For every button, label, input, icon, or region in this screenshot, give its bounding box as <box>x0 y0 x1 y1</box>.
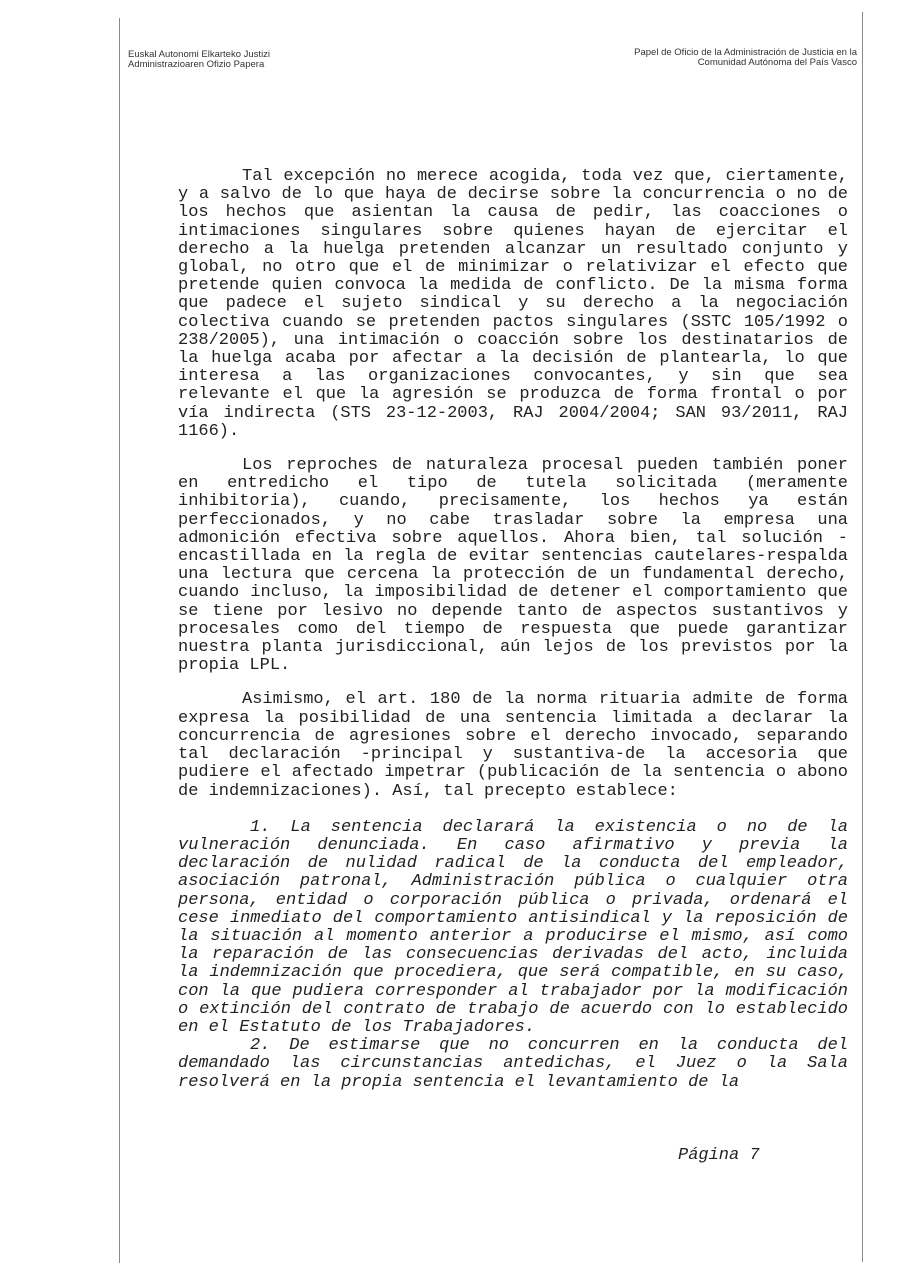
paragraph: Asimismo, el art. 180 de la norma rituaria admite de forma expresa la posibilidad de una sentencia limitada a declarar la concurrencia de agresiones sobre el derecho invocado, separando tal declaración -principal y sustantiva-de la accesoria que pudiere el afectado impetrar (publicación de la sentencia o abono de indemnizaciones). Así, tal precepto establece: <box>178 690 848 801</box>
quoted-paragraph: 2. De estimarse que no concurren en la conducta del demandado las circunstancias antedichas, el Juez o la Sala resolverá en la propia sentencia el levantamiento de la <box>178 1036 848 1092</box>
document-body <box>178 168 848 1092</box>
header-right <box>634 48 857 68</box>
paragraph: Tal excepción no merece acogida, toda vez que, ciertamente, y a salvo de lo que haya de decirse sobre la concurrencia o no de los hechos que asientan la causa de pedir, las coacciones o intimaciones singulares sobre quienes hayan de ejercitar el derecho a la huelga pretenden alcanzar un resultado conjunto y global, no otro que el de minimizar o relativizar el efecto que pretende quien convoca la medida de conflicto. De la misma forma que padece el sujeto sindical y su derecho a la negociación colectiva cuando se pretenden pactos singulares (SSTC 105/1992 o 238/2005), una intimación o coacción sobre los destinatarios de la huelga acaba por afectar a la decisión de plantearla, lo que interesa a las organizaciones convocantes, y sin que sea relevante el que la agresión se produzca de forma frontal o por vía indirecta (STS 23-12-2003, RAJ 2004/2004; SAN 93/2011, RAJ 1166). <box>178 167 848 441</box>
header-left-line1: Euskal Autonomi Elkarteko Justizi <box>128 49 271 60</box>
paragraph: Los reproches de naturaleza procesal pueden también poner en entredicho el tipo de tutela solicitada (meramente inhibitoria), cuando, precisamente, los hechos ya están perfeccionados, y no cabe trasladar sobre la empresa una admonición efectiva sobre aquellos. Ahora bien, tal solución -encastillada en la regla de evitar sentencias cautelares-respalda una lectura que cercena la protección de un fundamental derecho, cuando incluso, la imposibilidad de detener el comportamiento que se tiene por lesivo no depende tanto de aspectos sustantivos y procesales como del tiempo de respuesta que puede garantizar nuestra planta jurisdiccional, aún lejos de los previstos por la propia LPL. <box>178 456 848 676</box>
page-number: Página 7 <box>678 1146 760 1165</box>
right-margin-rule <box>862 12 863 1262</box>
header-right-line1: Papel de Oficio de la Administración de Justicia en la <box>634 47 857 58</box>
left-margin-rule <box>119 18 120 1263</box>
quoted-paragraph: 1. La sentencia declarará la existencia o no de la vulneración denunciada. En caso afirmativo y previa la declaración de nulidad radical de la conducta del empleador, asociación patronal, Administración pública o cualquier otra persona, entidad o corporación pública o privada, ordenará el cese inmediato del comportamiento antisindical y la reposición de la situación al momento anterior a producirse el mismo, así como la reparación de las consecuencias derivadas del acto, incluida la indemnización que procediera, que será compatible, en su caso, con la que pudiera corresponder al trabajador por la modificación o extinción del contrato de trabajo de acuerdo con lo establecido en el Estatuto de los Trabajadores. <box>178 817 848 1037</box>
header-left-line2: Administrazioaren Ofizio Papera <box>128 59 265 70</box>
header-right-line2: Comunidad Autónoma del País Vasco <box>697 57 857 68</box>
header-left <box>128 50 270 70</box>
